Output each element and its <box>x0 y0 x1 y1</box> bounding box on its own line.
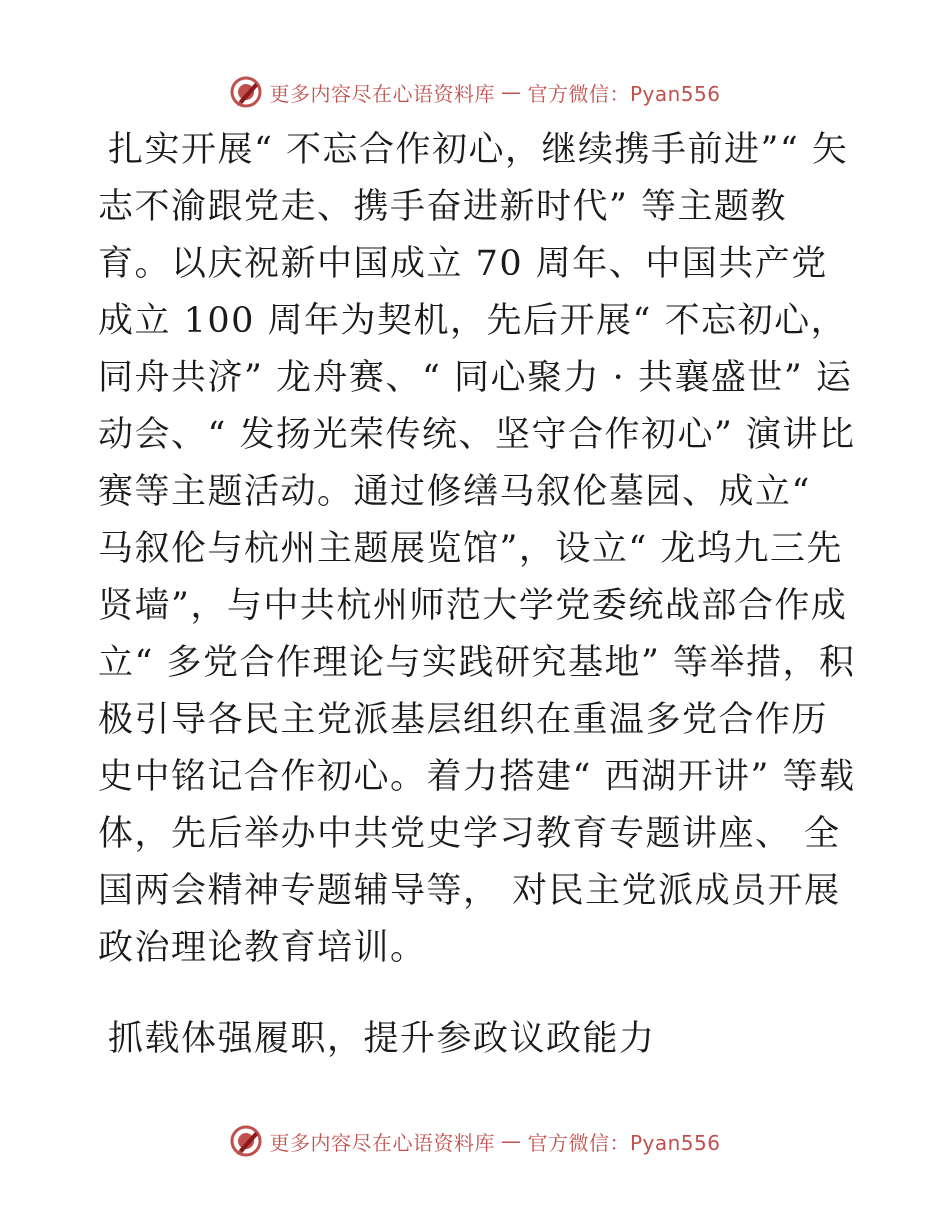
section-heading: 抓载体强履职，提升参政议政能力 <box>108 1019 656 1059</box>
banner-title: 更多内容尽在心语资料库 <box>269 81 495 106</box>
pen-logo-icon <box>229 1124 263 1158</box>
header-banner-content <box>229 75 720 109</box>
banner-wechat: 官方微信：Pyan556 <box>527 81 721 106</box>
document-body <box>98 122 858 977</box>
footer-banner-content <box>229 1124 720 1158</box>
banner-separator: — <box>500 1129 522 1153</box>
banner-title: 更多内容尽在心语资料库 <box>269 1130 495 1155</box>
pen-logo-icon <box>229 75 263 109</box>
body-paragraph: 扎实开展“ 不忘合作初心，继续携手前进”“ 矢志不渝跟党走、携手奋进新时代” 等主题教育。以庆祝新中国成立 70 周年、中国共产党成立 100 周年为契机，先后开展“ 不忘初心，同舟共济” 龙舟赛、“ 同心聚力 · 共襄盛世” 运动会、“ 发扬光荣传统、坚守合作初心” 演讲比赛等主题活动。通过修缮马叙伦墓园、成立“ 马叙伦与杭州主题展览馆”，设立“ 龙坞九三先贤墙”，与中共杭州师范大学党委统战部合作成立“ 多党合作理论与实践研究基地” 等举措，积极引导各民主党派基层组织在重温多党合作历史中铭记合作初心。着力搭建“ 西湖开讲” 等载体，先后举办中共党史学习教育专题讲座、 全国两会精神专题辅导等， 对民主党派成员开展政治理论教育培训。 <box>98 130 856 968</box>
header-banner <box>0 72 950 112</box>
footer-banner <box>0 1121 950 1161</box>
banner-separator: — <box>500 80 522 104</box>
banner-wechat: 官方微信：Pyan556 <box>527 1130 721 1155</box>
